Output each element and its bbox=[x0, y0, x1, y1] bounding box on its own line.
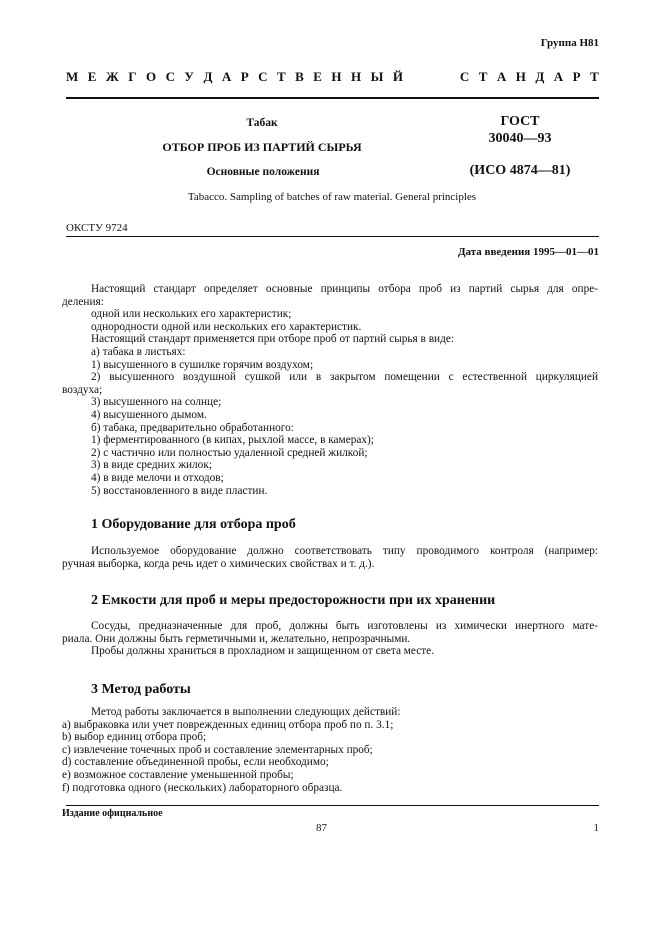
iso-number: (ИСО 4874—81) bbox=[469, 163, 571, 178]
okstu-code: ОКСТУ 9724 bbox=[66, 222, 128, 234]
section-2-heading: 2 Емкости для проб и меры предосторожности при их хранении bbox=[91, 593, 496, 608]
paragraph: риала. Они должны быть герметичными и, желательно, непрозрачными. bbox=[62, 632, 411, 645]
list-item: 4) высушенного дымом. bbox=[91, 408, 207, 421]
banner-letter: Ы bbox=[370, 69, 384, 84]
sheet-number: 1 bbox=[593, 822, 599, 834]
banner-letter: Р bbox=[572, 69, 581, 84]
list-item: 1) высушенного в сушилке горячим воздухом; bbox=[91, 358, 314, 371]
banner-letter: Р bbox=[240, 69, 249, 84]
banner-letter: У bbox=[184, 69, 194, 84]
banner-letter: С bbox=[165, 69, 175, 84]
document-title: ОТБОР ПРОБ ИЗ ПАРТИЙ СЫРЬЯ bbox=[162, 140, 362, 154]
banner-letter: А bbox=[553, 69, 564, 84]
banner-letter: Н bbox=[331, 69, 342, 84]
list-item: одной или нескольких его характеристик; bbox=[91, 308, 292, 321]
list-item: 2) с частично или полностью удаленной средней жилкой; bbox=[91, 446, 368, 459]
banner-letter: В bbox=[295, 69, 304, 84]
gost-label: ГОСТ bbox=[500, 114, 540, 129]
paragraph: Используемое оборудование должно соответствовать типу проводимого контроля (например: bbox=[91, 545, 598, 557]
banner-letter: Т bbox=[478, 69, 488, 84]
list-item: с) извлечение точечных проб и составление элементарных проб; bbox=[62, 743, 373, 756]
banner-letter: Е bbox=[87, 69, 97, 84]
list-item: f) подготовка одного (нескольких) лабораторного образца. bbox=[62, 781, 343, 794]
list-item: d) составление объединенной пробы, если необходимо; bbox=[62, 756, 329, 769]
list-item: а) выбраковка или учет поврежденных единиц отбора проб по п. 3.1; bbox=[62, 718, 394, 731]
english-title: Tabacco. Sampling of batches of raw material. General principles bbox=[187, 191, 477, 203]
section-1-heading: 1 Оборудование для отбора проб bbox=[91, 517, 296, 532]
banner-letter: Ж bbox=[105, 69, 119, 84]
banner-letter: Д bbox=[203, 69, 213, 84]
list-item: 4) в виде мелочи и отходов; bbox=[91, 471, 224, 484]
banner-letter: Е bbox=[313, 69, 322, 84]
banner-letter: О bbox=[145, 69, 157, 84]
list-item: 3) высушенного на солнце; bbox=[91, 396, 222, 409]
banner-letter: А bbox=[221, 69, 232, 84]
banner-letter: Н bbox=[515, 69, 526, 84]
document-subtitle: Основные положения bbox=[206, 166, 320, 178]
paragraph: Пробы должны храниться в прохладном и защищенном от света месте. bbox=[91, 645, 435, 658]
banner-letter: Г bbox=[128, 69, 137, 84]
effective-date: Дата введения 1995—01—01 bbox=[457, 246, 599, 258]
banner-letter: Й bbox=[392, 69, 403, 84]
banner-letter: Т bbox=[277, 69, 286, 84]
list-item: 5) восстановленного в виде пластин. bbox=[91, 484, 268, 497]
banner-letter: Н bbox=[351, 69, 362, 84]
list-item: однородности одной или нескольких его характеристик. bbox=[91, 320, 362, 333]
list-item: а) табака в листьях: bbox=[91, 345, 186, 358]
paragraph: деления: bbox=[62, 295, 104, 308]
intro-block bbox=[62, 283, 598, 497]
document-subject: Табак bbox=[246, 117, 278, 129]
list-item: б) табака, предварительно обработанного: bbox=[91, 421, 294, 434]
section-2-body bbox=[62, 620, 598, 658]
interstate-standard-banner bbox=[66, 69, 599, 85]
section-1-body bbox=[62, 545, 598, 570]
list-item: е) возможное составление уменьшенной пробы; bbox=[62, 768, 294, 781]
banner-letter: М bbox=[66, 69, 79, 84]
group-code: Группа Н81 bbox=[540, 37, 599, 49]
banner-letter: А bbox=[496, 69, 507, 84]
paragraph: Метод работы заключается в выполнении следующих действий: bbox=[91, 706, 401, 718]
banner-gap bbox=[412, 69, 450, 85]
list-item: b) выбор единиц отбора проб; bbox=[62, 731, 207, 744]
banner-letter: Д bbox=[535, 69, 545, 84]
title-divider bbox=[66, 236, 599, 237]
section-3-body bbox=[62, 706, 598, 794]
list-item: 1) ферментированного (в кипах, рыхлой массе, в камерах); bbox=[91, 434, 374, 447]
page-number: 87 bbox=[316, 822, 327, 834]
official-edition-label: Издание официальное bbox=[62, 808, 163, 819]
header-divider bbox=[66, 97, 599, 99]
banner-letter: Т bbox=[590, 69, 599, 84]
paragraph: Сосуды, предназначенные для проб, должны быть изготовлены из химически инертного мате- bbox=[91, 620, 598, 632]
banner-letter: С bbox=[459, 69, 470, 84]
footer-divider bbox=[66, 805, 599, 806]
paragraph: Настоящий стандарт применяется при отборе проб от партий сырья в виде: bbox=[91, 333, 454, 346]
section-3-heading: 3 Метод работы bbox=[91, 682, 191, 697]
list-item: 2) высушенного воздушной сушкой или в закрытом помещении с естественной циркуляцией bbox=[91, 371, 598, 384]
banner-letter: С bbox=[258, 69, 268, 84]
paragraph: ручная выборка, когда речь идет о химических свойствах и т. д.). bbox=[62, 557, 375, 570]
list-item: воздуха; bbox=[62, 383, 103, 396]
gost-number: 30040—93 bbox=[488, 131, 552, 146]
paragraph: Настоящий стандарт определяет основные принципы отбора проб из партий сырья для опре- bbox=[91, 283, 598, 295]
list-item: 3) в виде средних жилок; bbox=[91, 459, 212, 472]
